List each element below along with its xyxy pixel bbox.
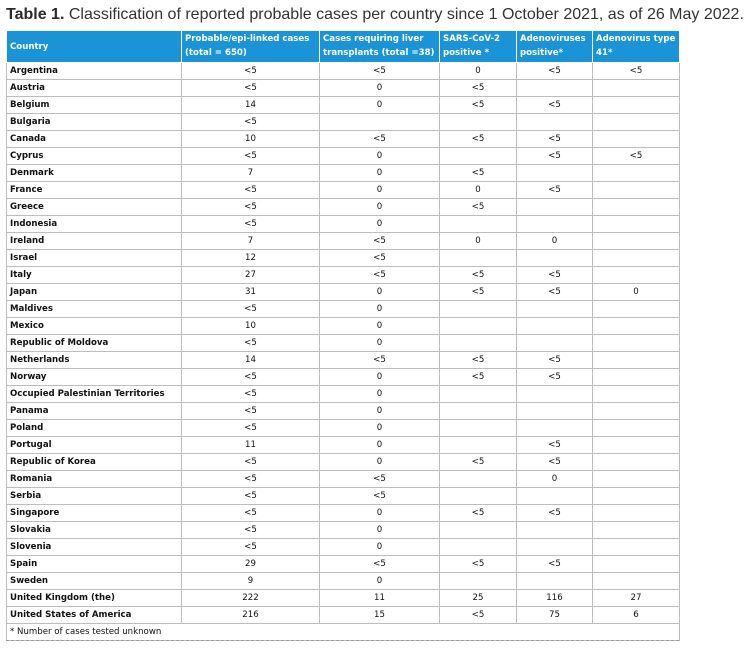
cell-country: Netherlands [7, 352, 182, 369]
cell-adenoviruses [517, 301, 593, 318]
cell-sars-cov-2: <5 [440, 97, 517, 114]
cell-probable-cases: 222 [182, 590, 320, 607]
cell-adenovirus-41 [593, 488, 680, 505]
cell-liver-transplants: 0 [320, 522, 440, 539]
cell-liver-transplants: 0 [320, 199, 440, 216]
cell-sars-cov-2 [440, 386, 517, 403]
cell-adenoviruses: <5 [517, 182, 593, 199]
cell-country: Occupied Palestinian Territories [7, 386, 182, 403]
cell-adenovirus-41: 0 [593, 284, 680, 301]
cell-adenoviruses: <5 [517, 148, 593, 165]
cell-liver-transplants [320, 114, 440, 131]
cell-liver-transplants: <5 [320, 131, 440, 148]
table-row [7, 216, 680, 233]
table-row [7, 607, 680, 624]
cell-country: United States of America [7, 607, 182, 624]
cell-sars-cov-2: 0 [440, 63, 517, 80]
table-row [7, 369, 680, 386]
table-row [7, 267, 680, 284]
cell-probable-cases: 10 [182, 131, 320, 148]
cell-liver-transplants: 0 [320, 539, 440, 556]
cell-probable-cases: 216 [182, 607, 320, 624]
cell-adenovirus-41 [593, 199, 680, 216]
table-body [7, 63, 680, 624]
cell-adenovirus-41: <5 [593, 148, 680, 165]
cell-adenovirus-41 [593, 420, 680, 437]
cell-country: Belgium [7, 97, 182, 114]
cell-liver-transplants: 0 [320, 148, 440, 165]
cell-adenoviruses [517, 403, 593, 420]
cell-adenovirus-41 [593, 573, 680, 590]
table-row [7, 420, 680, 437]
cell-country: France [7, 182, 182, 199]
cell-adenovirus-41 [593, 352, 680, 369]
cell-probable-cases: <5 [182, 335, 320, 352]
cell-adenovirus-41 [593, 505, 680, 522]
cell-adenoviruses [517, 539, 593, 556]
cell-country: Serbia [7, 488, 182, 505]
cell-country: Bulgaria [7, 114, 182, 131]
cell-liver-transplants: 0 [320, 437, 440, 454]
cell-adenoviruses: <5 [517, 267, 593, 284]
table-row [7, 471, 680, 488]
cell-country: Cyprus [7, 148, 182, 165]
cell-country: Indonesia [7, 216, 182, 233]
cell-liver-transplants: <5 [320, 352, 440, 369]
cell-adenovirus-41 [593, 131, 680, 148]
cell-liver-transplants: 0 [320, 216, 440, 233]
cell-adenovirus-41 [593, 454, 680, 471]
cell-sars-cov-2: <5 [440, 352, 517, 369]
cell-adenoviruses: <5 [517, 454, 593, 471]
cell-probable-cases: <5 [182, 454, 320, 471]
cases-table [6, 30, 680, 641]
cell-liver-transplants: <5 [320, 233, 440, 250]
cell-probable-cases: <5 [182, 301, 320, 318]
cell-probable-cases: <5 [182, 471, 320, 488]
cell-sars-cov-2 [440, 114, 517, 131]
cell-adenovirus-41 [593, 556, 680, 573]
table-header-row [7, 31, 680, 63]
header-probable-cases: Probable/epi-linked cases (total = 650) [182, 31, 320, 63]
cell-liver-transplants: <5 [320, 488, 440, 505]
cell-probable-cases: <5 [182, 148, 320, 165]
cell-probable-cases: <5 [182, 216, 320, 233]
cell-sars-cov-2 [440, 318, 517, 335]
table-row [7, 182, 680, 199]
cell-adenovirus-41 [593, 403, 680, 420]
table-row [7, 63, 680, 80]
cell-country: Spain [7, 556, 182, 573]
cell-adenovirus-41 [593, 97, 680, 114]
cell-country: Poland [7, 420, 182, 437]
cell-adenovirus-41 [593, 301, 680, 318]
cell-country: Sweden [7, 573, 182, 590]
table-row [7, 284, 680, 301]
cell-adenovirus-41 [593, 80, 680, 97]
cell-adenovirus-41 [593, 114, 680, 131]
table-row [7, 522, 680, 539]
cell-sars-cov-2 [440, 522, 517, 539]
cell-probable-cases: <5 [182, 182, 320, 199]
cell-sars-cov-2 [440, 335, 517, 352]
cell-probable-cases: <5 [182, 386, 320, 403]
cell-sars-cov-2 [440, 403, 517, 420]
cell-country: Canada [7, 131, 182, 148]
cell-liver-transplants: 0 [320, 165, 440, 182]
header-country: Country [7, 31, 182, 63]
table-row [7, 505, 680, 522]
cell-liver-transplants: 15 [320, 607, 440, 624]
cell-liver-transplants: 0 [320, 573, 440, 590]
cell-sars-cov-2: 0 [440, 233, 517, 250]
cell-country: Portugal [7, 437, 182, 454]
cell-country: Argentina [7, 63, 182, 80]
cell-probable-cases: 10 [182, 318, 320, 335]
cell-probable-cases: <5 [182, 539, 320, 556]
cell-adenovirus-41 [593, 471, 680, 488]
cell-country: Greece [7, 199, 182, 216]
cell-sars-cov-2: <5 [440, 505, 517, 522]
cell-adenovirus-41 [593, 318, 680, 335]
table-row [7, 148, 680, 165]
cell-adenoviruses: 116 [517, 590, 593, 607]
header-sars-cov-2: SARS-CoV-2 positive * [440, 31, 517, 63]
cell-probable-cases: 27 [182, 267, 320, 284]
table-row [7, 590, 680, 607]
cell-adenoviruses [517, 114, 593, 131]
cell-liver-transplants: <5 [320, 63, 440, 80]
cell-adenoviruses [517, 318, 593, 335]
cell-country: Republic of Moldova [7, 335, 182, 352]
cell-adenovirus-41 [593, 233, 680, 250]
cell-probable-cases: 29 [182, 556, 320, 573]
cell-probable-cases: 7 [182, 233, 320, 250]
cell-adenoviruses [517, 386, 593, 403]
cell-liver-transplants: 0 [320, 386, 440, 403]
cell-liver-transplants: <5 [320, 267, 440, 284]
cell-adenoviruses [517, 216, 593, 233]
header-adenoviruses: Adenoviruses positive* [517, 31, 593, 63]
table-row [7, 539, 680, 556]
cell-country: Mexico [7, 318, 182, 335]
cell-probable-cases: 14 [182, 352, 320, 369]
cell-adenoviruses: 75 [517, 607, 593, 624]
cell-liver-transplants: 0 [320, 403, 440, 420]
cell-country: Maldives [7, 301, 182, 318]
cell-adenoviruses: <5 [517, 437, 593, 454]
cell-country: Panama [7, 403, 182, 420]
table-row [7, 131, 680, 148]
table-row [7, 97, 680, 114]
table-row [7, 318, 680, 335]
cell-adenoviruses [517, 522, 593, 539]
cell-probable-cases: <5 [182, 420, 320, 437]
cell-adenoviruses: <5 [517, 284, 593, 301]
cell-adenovirus-41 [593, 267, 680, 284]
table-row [7, 352, 680, 369]
cell-sars-cov-2 [440, 148, 517, 165]
cell-probable-cases: <5 [182, 63, 320, 80]
cell-adenoviruses: 0 [517, 233, 593, 250]
cell-adenoviruses: 0 [517, 471, 593, 488]
cell-sars-cov-2 [440, 250, 517, 267]
cell-liver-transplants: 0 [320, 505, 440, 522]
cell-sars-cov-2: <5 [440, 131, 517, 148]
cell-sars-cov-2 [440, 437, 517, 454]
cell-liver-transplants: <5 [320, 471, 440, 488]
cell-adenoviruses: <5 [517, 556, 593, 573]
table-row [7, 233, 680, 250]
cell-liver-transplants: <5 [320, 556, 440, 573]
table-row [7, 250, 680, 267]
cell-liver-transplants: 0 [320, 318, 440, 335]
table-row [7, 573, 680, 590]
table-row [7, 403, 680, 420]
cell-adenoviruses: <5 [517, 352, 593, 369]
cell-probable-cases: <5 [182, 199, 320, 216]
cell-adenoviruses [517, 335, 593, 352]
cell-sars-cov-2 [440, 301, 517, 318]
cell-sars-cov-2 [440, 471, 517, 488]
cell-country: Republic of Korea [7, 454, 182, 471]
table-row [7, 301, 680, 318]
cell-adenovirus-41 [593, 539, 680, 556]
cell-probable-cases: 31 [182, 284, 320, 301]
cell-adenovirus-41 [593, 522, 680, 539]
footnote: * Number of cases tested unknown [7, 624, 680, 641]
cell-adenovirus-41 [593, 182, 680, 199]
cell-sars-cov-2 [440, 573, 517, 590]
cell-country: Singapore [7, 505, 182, 522]
cell-sars-cov-2 [440, 216, 517, 233]
cell-adenoviruses: <5 [517, 505, 593, 522]
table-row [7, 80, 680, 97]
cell-liver-transplants: 0 [320, 335, 440, 352]
cell-adenoviruses [517, 573, 593, 590]
table-title-prefix: Table 1. [6, 6, 65, 23]
header-adenovirus-41: Adenovirus type 41* [593, 31, 680, 63]
cell-adenoviruses: <5 [517, 369, 593, 386]
cell-probable-cases: <5 [182, 369, 320, 386]
cell-adenovirus-41: 27 [593, 590, 680, 607]
table-row [7, 199, 680, 216]
cell-probable-cases: 9 [182, 573, 320, 590]
header-liver-transplants: Cases requiring liver transplants (total =38) [320, 31, 440, 63]
cell-adenoviruses [517, 80, 593, 97]
cell-country: Romania [7, 471, 182, 488]
cell-adenovirus-41 [593, 386, 680, 403]
cell-sars-cov-2: <5 [440, 284, 517, 301]
table-row [7, 114, 680, 131]
cell-probable-cases: <5 [182, 488, 320, 505]
cell-probable-cases: <5 [182, 522, 320, 539]
cell-probable-cases: 7 [182, 165, 320, 182]
cell-country: Slovenia [7, 539, 182, 556]
cell-liver-transplants: 0 [320, 454, 440, 471]
cell-sars-cov-2: <5 [440, 607, 517, 624]
cell-sars-cov-2: <5 [440, 369, 517, 386]
cell-probable-cases: <5 [182, 403, 320, 420]
cell-sars-cov-2: 0 [440, 182, 517, 199]
cell-probable-cases: <5 [182, 505, 320, 522]
cell-country: Israel [7, 250, 182, 267]
table-row [7, 556, 680, 573]
cell-probable-cases: <5 [182, 114, 320, 131]
table-bottom-rule [6, 640, 679, 641]
cell-sars-cov-2: <5 [440, 199, 517, 216]
table-row [7, 454, 680, 471]
cell-adenoviruses [517, 250, 593, 267]
cell-country: Slovakia [7, 522, 182, 539]
table-title-text: Classification of reported probable cases per country since 1 October 2021, as of 26 May 2022. [68, 6, 744, 23]
cell-liver-transplants: 0 [320, 182, 440, 199]
cell-adenoviruses: <5 [517, 131, 593, 148]
cell-country: United Kingdom (the) [7, 590, 182, 607]
cell-adenovirus-41: 6 [593, 607, 680, 624]
cell-country: Japan [7, 284, 182, 301]
cell-sars-cov-2: 25 [440, 590, 517, 607]
cell-liver-transplants: <5 [320, 250, 440, 267]
cell-adenovirus-41 [593, 369, 680, 386]
cell-sars-cov-2: <5 [440, 454, 517, 471]
footnote-row [7, 624, 680, 641]
cell-country: Austria [7, 80, 182, 97]
cell-adenovirus-41 [593, 335, 680, 352]
cell-country: Italy [7, 267, 182, 284]
cell-probable-cases: 14 [182, 97, 320, 114]
cell-liver-transplants: 0 [320, 301, 440, 318]
cell-adenovirus-41 [593, 165, 680, 182]
table-row [7, 488, 680, 505]
cell-sars-cov-2: <5 [440, 80, 517, 97]
cell-liver-transplants: 0 [320, 97, 440, 114]
table-row [7, 386, 680, 403]
cell-sars-cov-2 [440, 420, 517, 437]
cell-liver-transplants: 0 [320, 369, 440, 386]
cell-sars-cov-2: <5 [440, 165, 517, 182]
cell-liver-transplants: 0 [320, 80, 440, 97]
cell-liver-transplants: 0 [320, 420, 440, 437]
cell-country: Ireland [7, 233, 182, 250]
cell-adenovirus-41 [593, 216, 680, 233]
cell-probable-cases: 12 [182, 250, 320, 267]
cell-adenoviruses [517, 199, 593, 216]
cell-probable-cases: 11 [182, 437, 320, 454]
cell-sars-cov-2 [440, 488, 517, 505]
cell-adenoviruses [517, 488, 593, 505]
cell-sars-cov-2 [440, 539, 517, 556]
table-row [7, 165, 680, 182]
cell-adenoviruses: <5 [517, 63, 593, 80]
cell-probable-cases: <5 [182, 80, 320, 97]
cell-sars-cov-2: <5 [440, 556, 517, 573]
cell-adenoviruses [517, 420, 593, 437]
cell-sars-cov-2: <5 [440, 267, 517, 284]
table-row [7, 335, 680, 352]
cell-adenoviruses [517, 165, 593, 182]
cell-country: Norway [7, 369, 182, 386]
table-row [7, 437, 680, 454]
table-title [6, 4, 744, 26]
cell-adenovirus-41 [593, 437, 680, 454]
cell-adenovirus-41 [593, 250, 680, 267]
cell-liver-transplants: 11 [320, 590, 440, 607]
cell-country: Denmark [7, 165, 182, 182]
cell-adenovirus-41: <5 [593, 63, 680, 80]
cell-liver-transplants: 0 [320, 284, 440, 301]
cell-adenoviruses: <5 [517, 97, 593, 114]
